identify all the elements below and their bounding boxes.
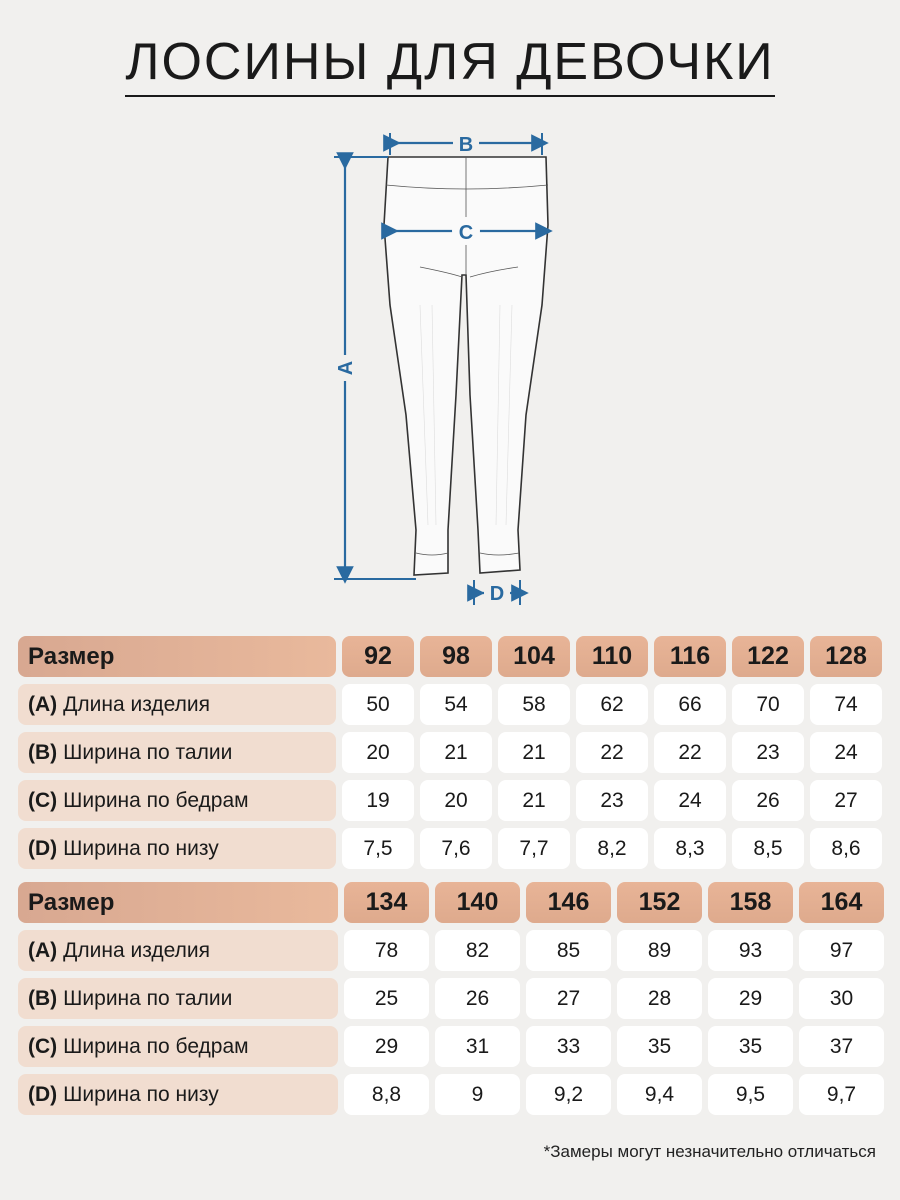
size-cell: 146 (526, 882, 611, 923)
value-cell: 33 (526, 1026, 611, 1067)
value-cell: 25 (344, 978, 429, 1019)
value-cell: 8,2 (576, 828, 648, 869)
leggings-diagram (320, 125, 560, 615)
table-row (18, 930, 890, 971)
size-cell: 104 (498, 636, 570, 677)
value-cell: 97 (799, 930, 884, 971)
size-cell: 110 (576, 636, 648, 677)
row-label: (A) Длина изделия (18, 930, 338, 971)
table-row (18, 732, 888, 773)
value-cell: 66 (654, 684, 726, 725)
value-cell: 23 (576, 780, 648, 821)
size-cell: 116 (654, 636, 726, 677)
value-cell: 58 (498, 684, 570, 725)
value-cell: 8,3 (654, 828, 726, 869)
page-title: ЛОСИНЫ ДЛЯ ДЕВОЧКИ (0, 32, 900, 92)
value-cell: 7,5 (342, 828, 414, 869)
value-cell: 9,4 (617, 1074, 702, 1115)
value-cell: 22 (576, 732, 648, 773)
value-cell: 35 (708, 1026, 793, 1067)
value-cell: 19 (342, 780, 414, 821)
footnote: *Замеры могут незначительно отличаться (543, 1142, 876, 1161)
value-cell: 7,6 (420, 828, 492, 869)
value-cell: 31 (435, 1026, 520, 1067)
size-cell: 158 (708, 882, 793, 923)
size-table-1 (18, 636, 888, 876)
row-label: (D) Ширина по низу (18, 1074, 338, 1115)
table-row (18, 780, 888, 821)
row-label: (A) Длина изделия (18, 684, 336, 725)
value-cell: 8,5 (732, 828, 804, 869)
header-label: Размер (18, 636, 336, 677)
value-cell: 8,8 (344, 1074, 429, 1115)
value-cell: 74 (810, 684, 882, 725)
row-label: (B) Ширина по талии (18, 978, 338, 1019)
value-cell: 30 (799, 978, 884, 1019)
value-cell: 54 (420, 684, 492, 725)
label-a: A (335, 360, 357, 376)
row-label: (B) Ширина по талии (18, 732, 336, 773)
size-cell: 122 (732, 636, 804, 677)
value-cell: 9,2 (526, 1074, 611, 1115)
size-cell: 134 (344, 882, 429, 923)
value-cell: 27 (810, 780, 882, 821)
value-cell: 89 (617, 930, 702, 971)
value-cell: 26 (435, 978, 520, 1019)
table-row (18, 978, 890, 1019)
value-cell: 24 (810, 732, 882, 773)
value-cell: 78 (344, 930, 429, 971)
value-cell: 8,6 (810, 828, 882, 869)
value-cell: 9 (435, 1074, 520, 1115)
size-cell: 128 (810, 636, 882, 677)
value-cell: 62 (576, 684, 648, 725)
header-label: Размер (18, 882, 338, 923)
value-cell: 29 (344, 1026, 429, 1067)
value-cell: 50 (342, 684, 414, 725)
value-cell: 82 (435, 930, 520, 971)
value-cell: 37 (799, 1026, 884, 1067)
value-cell: 7,7 (498, 828, 570, 869)
table-row (18, 1074, 890, 1115)
value-cell: 21 (498, 780, 570, 821)
size-cell: 164 (799, 882, 884, 923)
value-cell: 35 (617, 1026, 702, 1067)
value-cell: 21 (498, 732, 570, 773)
label-b: B (458, 134, 474, 156)
row-label: (D) Ширина по низу (18, 828, 336, 869)
size-table-2 (18, 882, 890, 1122)
value-cell: 23 (732, 732, 804, 773)
value-cell: 20 (420, 780, 492, 821)
table-row (18, 828, 888, 869)
value-cell: 9,5 (708, 1074, 793, 1115)
label-c: C (458, 222, 474, 244)
value-cell: 21 (420, 732, 492, 773)
value-cell: 22 (654, 732, 726, 773)
size-cell: 98 (420, 636, 492, 677)
value-cell: 29 (708, 978, 793, 1019)
size-cell: 140 (435, 882, 520, 923)
table-row (18, 684, 888, 725)
value-cell: 27 (526, 978, 611, 1019)
header-row (18, 636, 888, 677)
value-cell: 20 (342, 732, 414, 773)
size-cell: 92 (342, 636, 414, 677)
value-cell: 9,7 (799, 1074, 884, 1115)
table-row (18, 1026, 890, 1067)
value-cell: 28 (617, 978, 702, 1019)
label-d: D (489, 583, 505, 605)
value-cell: 93 (708, 930, 793, 971)
row-label: (C) Ширина по бедрам (18, 780, 336, 821)
value-cell: 26 (732, 780, 804, 821)
header-row (18, 882, 890, 923)
row-label: (C) Ширина по бедрам (18, 1026, 338, 1067)
size-cell: 152 (617, 882, 702, 923)
value-cell: 70 (732, 684, 804, 725)
value-cell: 85 (526, 930, 611, 971)
value-cell: 24 (654, 780, 726, 821)
